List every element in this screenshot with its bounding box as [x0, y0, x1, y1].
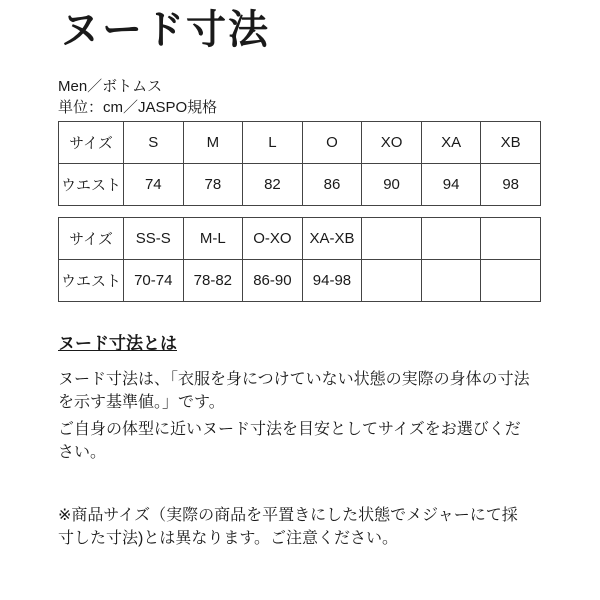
value-cell: 78-82: [183, 260, 243, 302]
header-cell: XA: [421, 122, 481, 164]
value-cell: 94-98: [302, 260, 362, 302]
value-cell: 74: [124, 164, 184, 206]
table-value-row: [59, 164, 541, 206]
value-cell: 70-74: [124, 260, 184, 302]
table-value-row: [59, 260, 541, 302]
value-cell: [421, 260, 481, 302]
about-section: [58, 333, 600, 464]
value-cell: 78: [183, 164, 243, 206]
header-cell: O-XO: [243, 218, 303, 260]
value-cell: [362, 260, 422, 302]
category-line: Men／ボトムス: [58, 78, 163, 95]
size-table-range: [58, 217, 541, 302]
header-cell: XB: [481, 122, 541, 164]
value-cell: 98: [481, 164, 541, 206]
size-table-single: [58, 121, 541, 206]
text-line: 寸した寸法)とは異なります。ご注意ください。: [58, 530, 399, 547]
header-cell: O: [302, 122, 362, 164]
product-size-note: [58, 504, 600, 550]
value-cell: 86: [302, 164, 362, 206]
subtitle-block: [58, 76, 600, 118]
header-cell: サイズ: [59, 122, 124, 164]
header-cell: [421, 218, 481, 260]
value-cell: 90: [362, 164, 422, 206]
row-label-cell: ウエスト: [59, 260, 124, 302]
value-cell: 82: [243, 164, 303, 206]
header-cell: [481, 218, 541, 260]
unit-line: 単位：cm／JASPO規格: [58, 99, 218, 116]
header-cell: S: [124, 122, 184, 164]
header-cell: サイズ: [59, 218, 124, 260]
header-cell: M-L: [183, 218, 243, 260]
about-body: [58, 368, 600, 464]
header-cell: XA-XB: [302, 218, 362, 260]
value-cell: 94: [421, 164, 481, 206]
header-cell: XO: [362, 122, 422, 164]
header-cell: SS-S: [124, 218, 184, 260]
about-paragraph-2: [58, 418, 600, 464]
text-line: ヌード寸法は、「衣服を身につけていない状態の実際の身体の寸法: [58, 371, 530, 388]
row-label-cell: ウエスト: [59, 164, 124, 206]
value-cell: 86-90: [243, 260, 303, 302]
table-header-row: [59, 218, 541, 260]
about-paragraph-1: [58, 368, 600, 414]
header-cell: [362, 218, 422, 260]
text-line: さい。: [58, 444, 107, 461]
text-line: を示す基準値。」です。: [58, 394, 225, 411]
text-line: ※商品サイズ（実際の商品を平置きにした状態でメジャーにて採: [58, 507, 518, 524]
table-header-row: [59, 122, 541, 164]
value-cell: [481, 260, 541, 302]
about-heading: ヌード寸法とは: [58, 334, 177, 353]
header-cell: L: [243, 122, 303, 164]
text-line: ご自身の体型に近いヌード寸法を目安としてサイズをお選びくだ: [58, 421, 521, 438]
header-cell: M: [183, 122, 243, 164]
page-title: ヌード寸法: [60, 8, 270, 52]
